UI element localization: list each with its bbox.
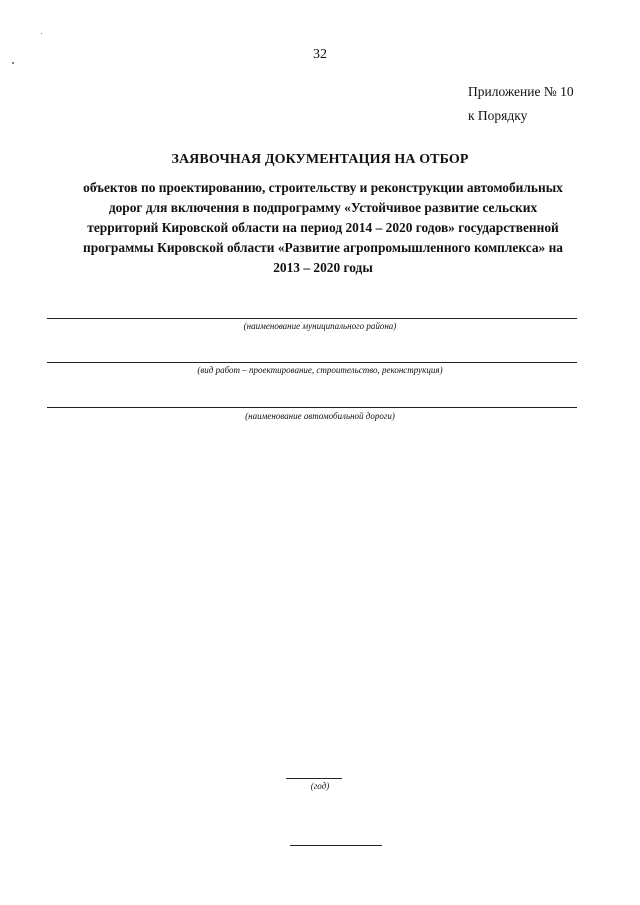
work-type-fill-line bbox=[47, 362, 577, 363]
year-caption: (год) bbox=[310, 781, 330, 791]
district-fill-line bbox=[47, 318, 577, 319]
bottom-separator bbox=[290, 845, 382, 846]
road-caption: (наименование автомобильной дороги) bbox=[245, 411, 395, 421]
page-number: 32 bbox=[313, 47, 327, 62]
appendix-reference: к Порядку bbox=[468, 108, 528, 123]
scan-speck bbox=[41, 33, 42, 34]
appendix-number: Приложение № 10 bbox=[468, 84, 574, 99]
appendix-note bbox=[468, 80, 574, 128]
work-type-caption: (вид работ – проектирование, строительство, реконструкция) bbox=[197, 365, 443, 375]
scan-speck bbox=[12, 62, 14, 64]
road-fill-line bbox=[47, 407, 577, 408]
document-title: ЗАЯВОЧНАЯ ДОКУМЕНТАЦИЯ НА ОТБОР bbox=[171, 152, 469, 167]
document-subtitle: объектов по проектированию, строительству и реконструкции автомобильных дорог для включения в подпрограмму «Устойчивое развитие сельских территорий Кировской области на период 2014 – 2020 годов» государственной программы Кировской области «Развитие агропромышленного комплекса» на 2013 – 2020 годы bbox=[82, 180, 563, 275]
district-caption: (наименование муниципального района) bbox=[243, 321, 397, 331]
year-fill-line bbox=[286, 778, 342, 779]
